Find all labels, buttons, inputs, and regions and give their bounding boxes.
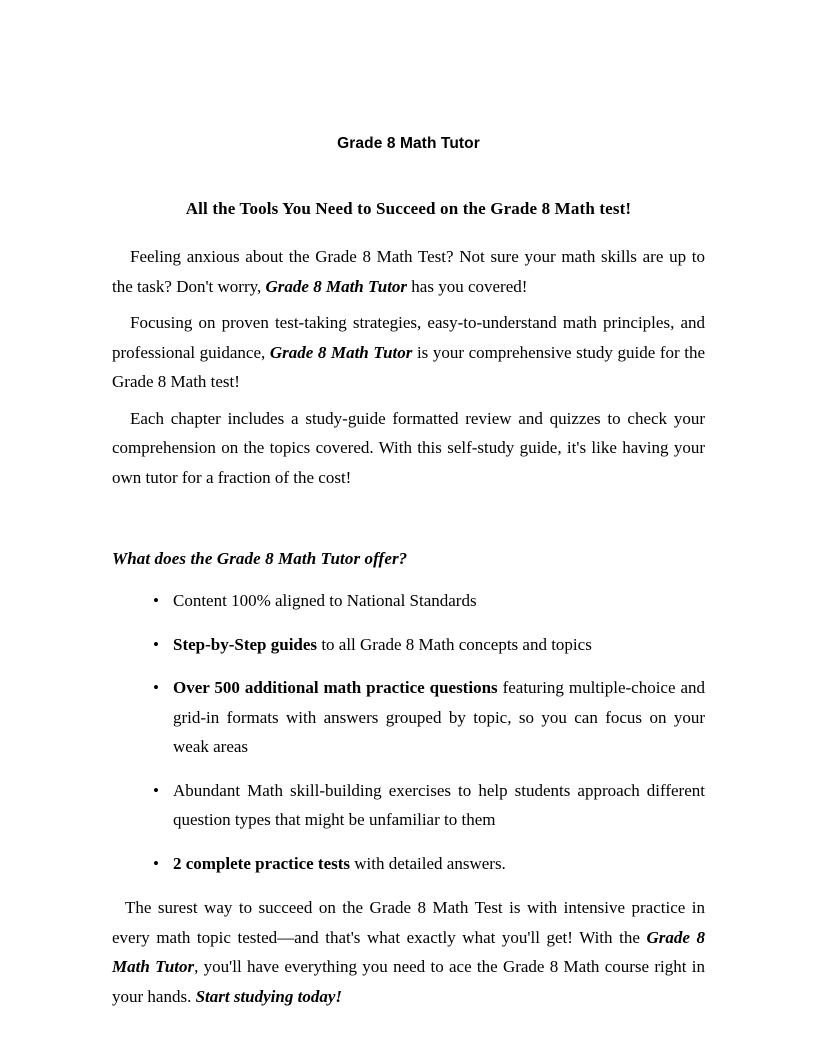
bullet-icon: • — [153, 678, 159, 697]
closing-call-to-action: Start studying today! — [195, 986, 342, 1006]
list-item-bold: 2 complete practice tests — [173, 853, 351, 873]
closing-emphasis-title: Grade 8 Math Tutor — [112, 927, 705, 976]
focus-text-tail: is your comprehensive study guide for the Grade 8 Math test! — [112, 342, 706, 391]
focus-text-lead: Focusing on proven test-taking strategies, easy-to-understand math principles, and professional guidance, — [112, 313, 705, 362]
closing-text-lead: The surest way to succeed on the Grade 8 Math Test is with intensive practice in every math topic tested—and that's what exactly what you'll get! With the — [112, 898, 705, 947]
list-item-text: featuring multiple-choice and grid-in formats with answers grouped by topic, so you can focus on your weak areas — [173, 678, 705, 756]
list-item-text: with detailed answers. — [350, 853, 506, 873]
bullet-icon: • — [153, 591, 159, 610]
list-item-bold: Over 500 additional math practice questions — [173, 678, 498, 697]
list-item — [112, 630, 705, 660]
document-subtitle: All the Tools You Need to Succeed on the Grade 8 Math test! — [185, 199, 632, 218]
section-heading-offer: What does the Grade 8 Math Tutor offer? — [112, 549, 408, 568]
focus-emphasis-title: Grade 8 Math Tutor — [269, 342, 413, 362]
list-item — [112, 673, 705, 762]
page-title: Grade 8 Math Tutor — [337, 135, 480, 152]
list-item — [112, 849, 705, 879]
list-item-text: Abundant Math skill-building exercises to help students approach different question types that might be unfamiliar to them — [173, 780, 705, 829]
document-content — [112, 0, 705, 1011]
list-item — [112, 586, 705, 616]
list-item-text: to all Grade 8 Math concepts and topics — [317, 634, 592, 654]
intro-emphasis-title: Grade 8 Math Tutor — [265, 276, 408, 296]
bullet-icon: • — [153, 634, 159, 654]
focus-paragraph — [112, 308, 705, 397]
features-list — [112, 571, 705, 878]
closing-text-middle: , you'll have everything you need to ace the Grade 8 Math course right in your hands. — [112, 957, 705, 1006]
intro-text-tail: has you covered! — [407, 276, 528, 296]
list-item-bold: Step-by-Step guides — [173, 634, 318, 654]
chapters-paragraph: Each chapter includes a study-guide formatted review and quizzes to check your comprehension on the topics covered. With this self-study guide, it's like having your own tutor for a fraction of the cost! — [112, 408, 705, 487]
closing-paragraph — [112, 878, 705, 1011]
bullet-icon: • — [153, 780, 159, 800]
intro-text-lead: Feeling anxious about the Grade 8 Math Test? Not sure your math skills are up to the task? Don't worry, — [112, 247, 705, 296]
bullet-icon: • — [153, 853, 159, 873]
list-item — [112, 776, 705, 835]
intro-paragraph — [112, 242, 705, 301]
list-item-text: Content 100% aligned to National Standards — [173, 591, 477, 610]
